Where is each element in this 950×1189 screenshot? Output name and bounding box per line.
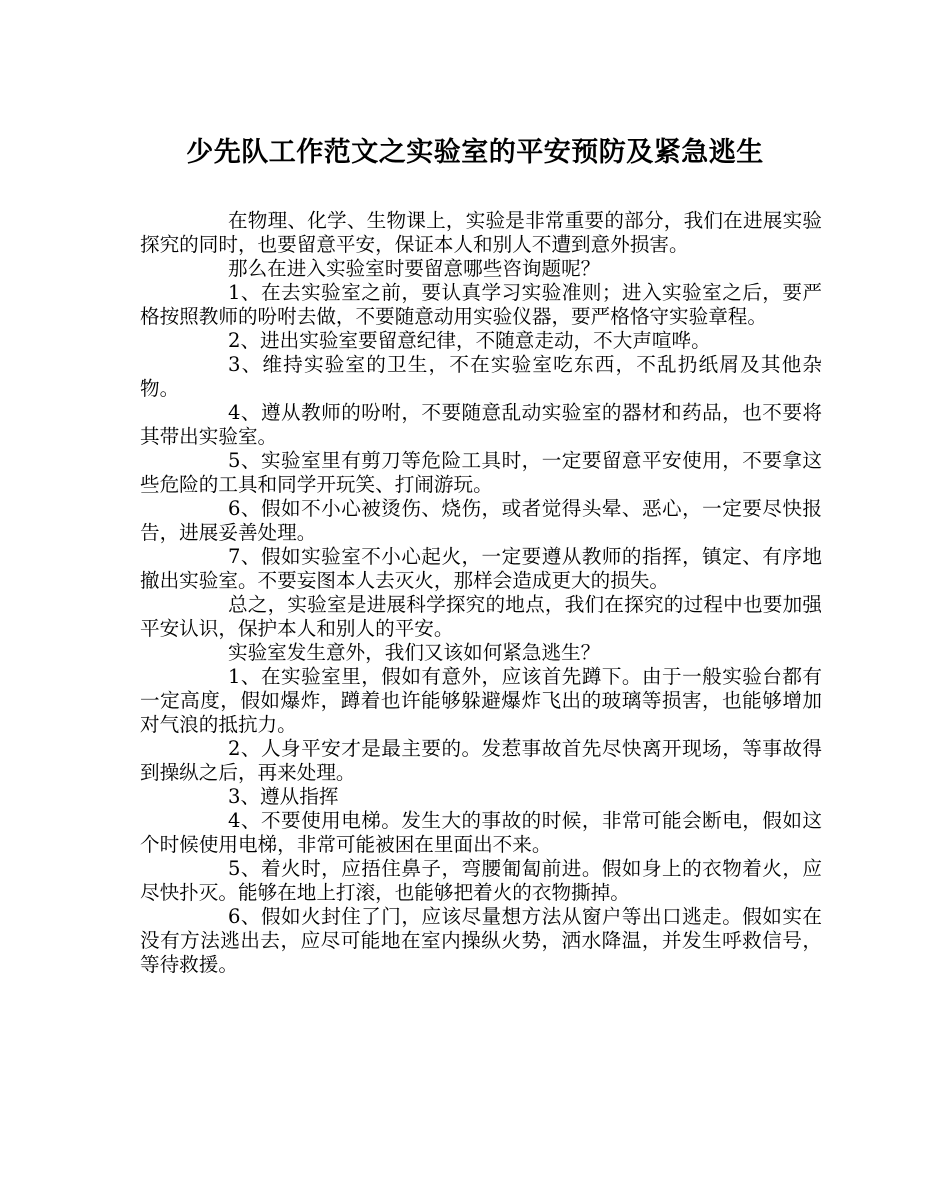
paragraph: 2、进出实验室要留意纪律，不随意走动，不大声喧哗。 [228,329,711,352]
document-body [140,209,822,977]
paragraph: 3、遵从指挥 [228,785,339,808]
paragraph: 总之，实验室是进展科学探究的地点，我们在探究的过程中也要加强平安认识，保护本人和别人的平安。 [140,593,822,640]
paragraph: 5、着火时，应捂住鼻子，弯腰匍匐前进。假如身上的衣物着火，应尽快扑灭。能够在地上打滚，也能够把着火的衣物撕掉。 [140,857,822,904]
paragraph: 1、在去实验室之前，要认真学习实验准则；进入实验室之后，要严格按照教师的吩咐去做，不要随意动用实验仪器，要严格恪守实验章程。 [140,281,822,328]
document-title: 少先队工作范文之实验室的平安预防及紧急逃生 [186,137,764,168]
paragraph: 那么在进入实验室时要留意哪些咨询题呢？ [228,257,601,280]
paragraph: 4、遵从教师的吩咐，不要随意乱动实验室的器材和药品，也不要将其带出实验室。 [140,401,822,448]
paragraph: 6、假如不小心被烫伤、烧伤，或者觉得头晕、恶心，一定要尽快报告，进展妥善处理。 [140,497,822,544]
paragraph: 4、不要使用电梯。发生大的事故的时候，非常可能会断电，假如这个时候使用电梯，非常可能被困在里面出不来。 [140,809,822,856]
paragraph: 2、人身平安才是最主要的。发惹事故首先尽快离开现场，等事故得到操纵之后，再来处理。 [140,737,822,784]
paragraph: 1、在实验室里，假如有意外，应该首先蹲下。由于一般实验台都有一定高度，假如爆炸，蹲着也许能够躲避爆炸飞出的玻璃等损害，也能够增加对气浪的抵抗力。 [140,665,822,736]
paragraph: 3、维持实验室的卫生，不在实验室吃东西，不乱扔纸屑及其他杂物。 [140,353,822,400]
paragraph: 7、假如实验室不小心起火，一定要遵从教师的指挥，镇定、有序地撤出实验室。不要妄图本人去灭火，那样会造成更大的损失。 [140,545,822,592]
paragraph: 6、假如火封住了门，应该尽量想方法从窗户等出口逃走。假如实在没有方法逃出去，应尽可能地在室内操纵火势，洒水降温，并发生呼救信号，等待救援。 [140,905,822,976]
paragraph: 5、实验室里有剪刀等危险工具时，一定要留意平安使用，不要拿这些危险的工具和同学开玩笑、打闹游玩。 [140,449,822,496]
paragraph: 在物理、化学、生物课上，实验是非常重要的部分，我们在进展实验探究的同时，也要留意平安，保证本人和别人不遭到意外损害。 [140,209,822,256]
paragraph: 实验室发生意外，我们又该如何紧急逃生？ [228,641,601,664]
